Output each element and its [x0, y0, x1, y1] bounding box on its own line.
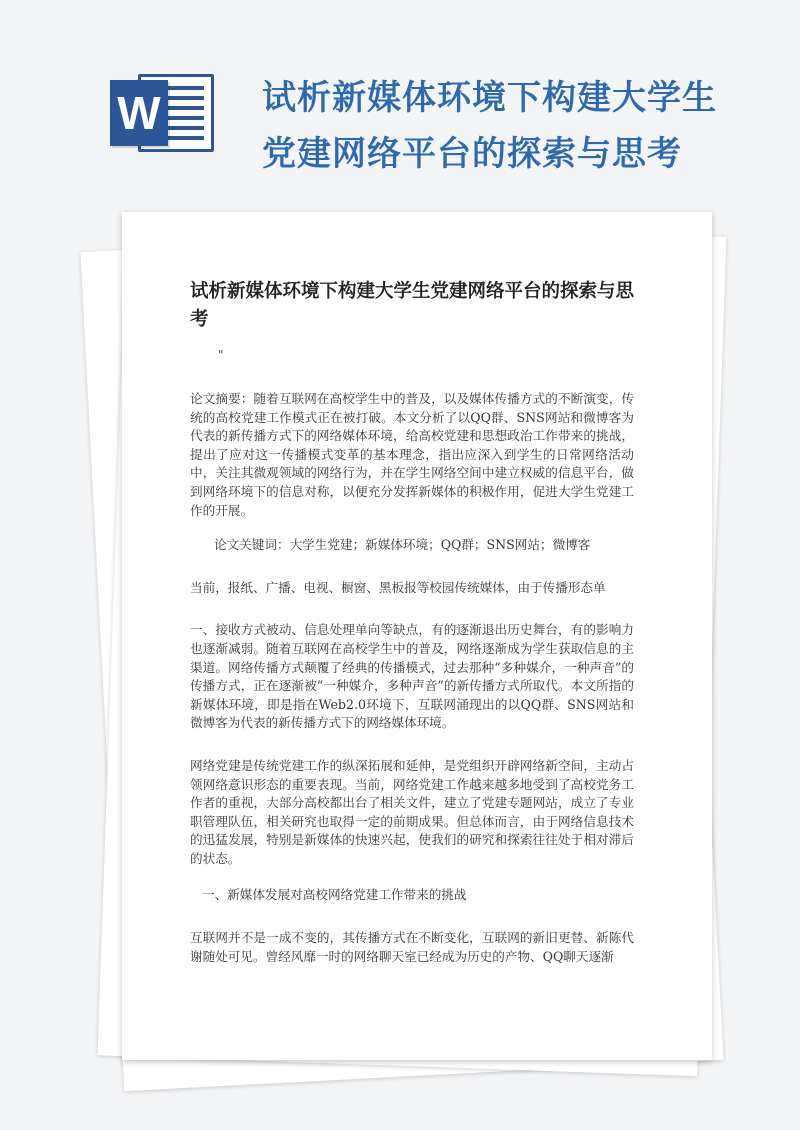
intro-paragraph: 当前，报纸、广播、电视、橱窗、黑板报等校园传统媒体，由于传播形态单 [190, 579, 606, 595]
body-paragraph: 网络党建是传统党建工作的纵深拓展和延伸，是党组织开辟网络新空间，主动占领网络意识形态的重要表现。当前，网络党建工作越来越多地受到了高校党务工作者的重视，大部分高校都出台了相关文件，建立了党建专题网站，成立了专业职管理队伍，相关研究也取得一定的前期成果。但总体而言，由于网络信息技术的迅猛发展，特别是新媒体的快速兴起，使我们的研究和探索往往处于相对滞后的状态。 [190, 757, 634, 866]
document-page [122, 212, 712, 1060]
word-logo-letter: W [110, 80, 168, 146]
body-paragraph: 互联网并不是一成不变的，其传播方式在不断变化，互联网的新旧更替、新陈代谢随处可见。曾经风靡一时的网络聊天室已经成为历史的产物、QQ聊天逐渐 [190, 930, 634, 964]
page-content [190, 278, 634, 966]
quote-mark: " [218, 348, 224, 362]
header-title-line-1: 试析新媒体环境下构建大学生 [262, 78, 717, 118]
word-document-icon [110, 70, 216, 156]
section-heading: 一、新媒体发展对高校网络党建工作带来的挑战 [202, 887, 467, 903]
body-paragraph: 一、接收方式被动、信息处理单向等缺点，有的逐渐退出历史舞台，有的影响力也逐渐减弱。随着互联网在高校学生中的普及，网络逐渐成为学生获取信息的主渠道。网络传播方式颠覆了经典的传播模式，过去那种“多种媒介，一种声音”的传播方式，正在逐渐被“一种媒介，多种声音”的新传播方式所取代。本文所指的新媒体环境，即是指在Web2.0环境下，互联网涌现出的以QQ群、SNS网站和微博客为代表的新传播方式下的网络媒体环境。 [190, 622, 634, 731]
keywords-paragraph: 论文关键词：大学生党建；新媒体环境；QQ群；SNS网站；微博客 [214, 537, 591, 553]
document-title: 试析新媒体环境下构建大学生党建网络平台的探索与思考 [190, 281, 635, 330]
header [0, 0, 800, 210]
header-title [262, 70, 762, 182]
header-title-line-2: 党建网络平台的探索与思考 [262, 134, 682, 174]
abstract-paragraph: 论文摘要：随着互联网在高校学生中的普及，以及媒体传播方式的不断演变，传统的高校党建工作模式正在被打破。本文分析了以QQ群、SNS网站和微博客为代表的新传播方式下的网络媒体环境，给高校党建和思想政治工作带来的挑战，提出了应对这一传播模式变革的基本理念，指出应深入到学生的日常网络活动中，关注其微观领域的网络行为，并在学生网络空间中建立权威的信息平台，做到网络环境下的信息对称，以便充分发挥新媒体的积极作用，促进大学生党建工作的开展。 [190, 391, 634, 518]
